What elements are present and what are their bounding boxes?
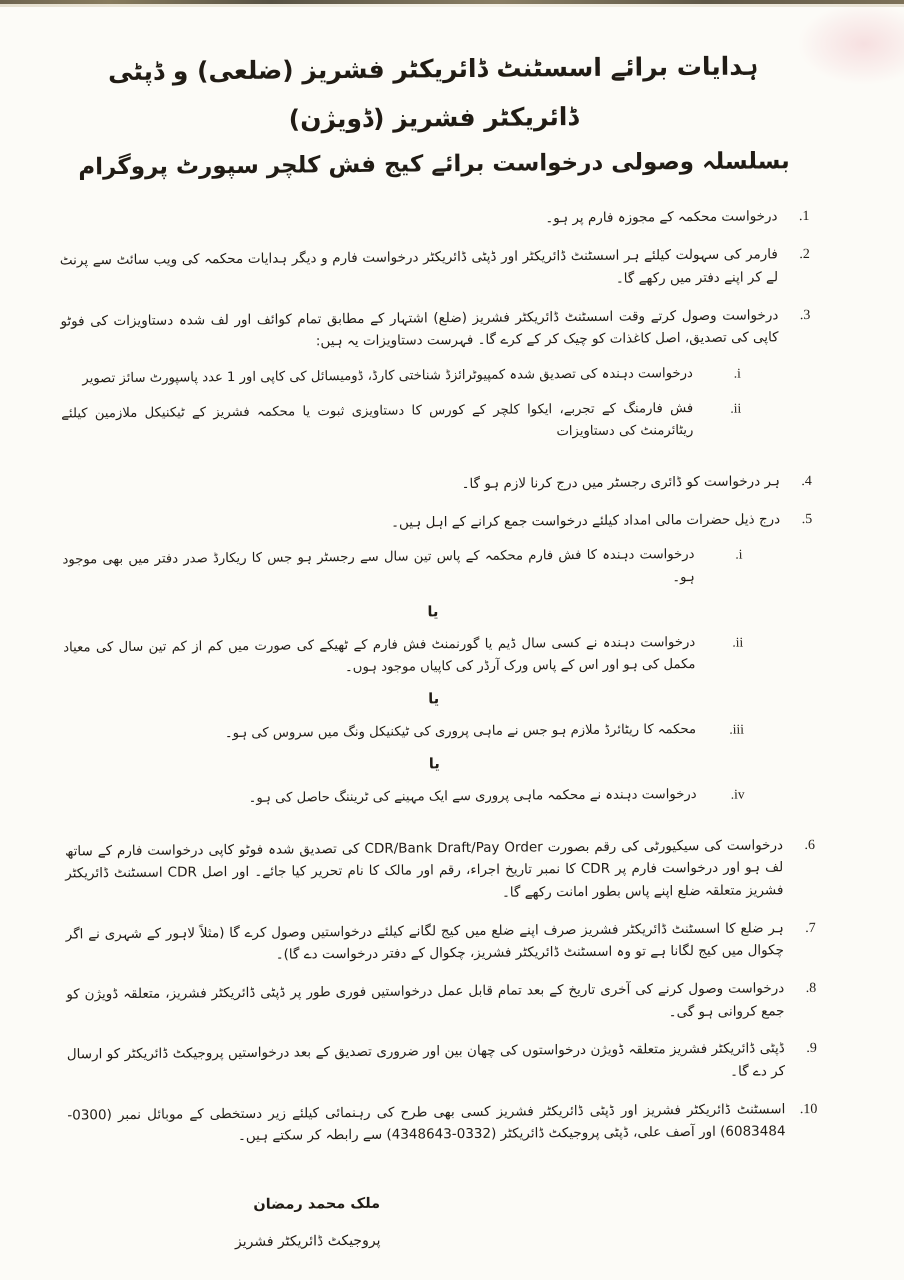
item-number: 3. [799, 307, 811, 323]
item-text: ہر ضلع کا اسسٹنٹ ڈائریکٹر فشریز صرف اپنے ضلع میں کیج لگانے کیلئے درخواستیں وصول کرے گا (مثلاً لاہور کے شہری نے اگر چکوال میں کیج لگانا ہے تو وہ اسسٹنٹ ڈائریکٹر فشریز، چکوال کے دفتر درخواست دے گا)۔ [65, 919, 784, 963]
item-number: 4. [801, 473, 812, 489]
item-text: درخواست محکمہ کے مجوزہ فارم پر ہو۔ [545, 208, 778, 227]
sub-item-ii [61, 398, 741, 448]
list-item-9 [67, 1037, 817, 1089]
item-text: درخواست وصول کرتے وقت اسسٹنٹ ڈائریکٹر فشریز (ضلع) اشتہار کے مطابق تمام کوائف اور لف شدہ دستاویزات کی فوٹو کاپی کی تصدیق، اصل کاغذات کو چیک کر کے کرے گا۔ فہرست دستاویزات یہ ہیں: [60, 306, 779, 350]
sub-item-ii [63, 631, 743, 681]
item-text: اسسٹنٹ ڈائریکٹر فشریز اور ڈپٹی ڈائریکٹر فشریز کسی بھی طرح کی رہنمائی کیلئے زیر دستخطی کے موبائل نمبر (0300-6083484) اور آصف علی، ڈپٹی پروجیکٹ ڈائریکٹر (0332-4348643) سے رابطہ کر سکتے ہیں۔ [67, 1100, 786, 1145]
list-item-3 [60, 304, 811, 461]
item-number: 7. [805, 920, 816, 936]
item-number: 10. [799, 1101, 818, 1117]
item-text: ڈپٹی ڈائریکٹر فشریز متعلقہ ڈویژن درخواستوں کی چھان بین اور ضروری تصدیق کے بعد درخواستیں پروجیکٹ ڈائریکٹر کو ارسال کر دے گا۔ [66, 1040, 786, 1080]
sub-item-number: i. [733, 365, 741, 381]
item-number: 6. [804, 837, 816, 853]
sub-item-text: درخواست دہندہ نے کسی سال ڈیم یا گورنمنٹ فش فارم کے ٹھیکے کی صورت میں کم از کم تین سال کی معیاد مکمل کی ہو اور اس کے پاس ورک آرڈر کی کاپیاں موجود ہوں۔ [63, 634, 696, 675]
scan-pink-smudge-artifact [799, 4, 904, 84]
sub-item-number: ii. [730, 400, 742, 416]
item-text: درج ذیل حضرات مالی امداد کیلئے درخواست جمع کرانے کے اہل ہیں۔ [391, 510, 781, 531]
document-title-line1: ہدایات برائے اسسٹنٹ ڈائریکٹر فشریز (ضلعی) و ڈپٹی ڈائریکٹر فشریز (ڈویژن) [107, 51, 759, 134]
list-item-1 [59, 205, 809, 235]
or-separator: یا [428, 691, 440, 708]
sub-item-number: i. [735, 546, 743, 562]
list-item-5 [62, 508, 815, 825]
sub-item-text: فش فارمنگ کے تجربے، ایکوا کلچر کے کورس کا دستاویزی ثبوت یا محکمہ فشریز کے ٹیکنیکل ملازمین کیلئے ریٹائرمنٹ کی دستاویزات [61, 401, 694, 440]
list-item-8 [66, 977, 816, 1029]
item-number: 9. [806, 1041, 817, 1057]
item-text: ہر درخواست کو ڈائری رجسٹر میں درج کرنا لازم ہو گا۔ [461, 472, 780, 492]
document-header [58, 42, 809, 190]
sub-item-i [61, 363, 741, 391]
list-item-2 [60, 243, 810, 295]
or-separator: یا [427, 603, 439, 621]
sub-item-iv [64, 784, 744, 812]
signature-name: ملک محمد رمضان [253, 1195, 381, 1213]
list-item-10 [67, 1098, 817, 1150]
signature-title: پروجیکٹ ڈائریکٹر فشریز [234, 1232, 381, 1251]
sub-item-number: iv. [730, 786, 745, 803]
item-number: 1. [798, 209, 810, 225]
sub-list [61, 363, 742, 449]
sub-item-text: درخواست دہندہ کی تصدیق شدہ کمپیوٹرائزڈ شناختی کارڈ، ڈومیسائل کی کاپی اور 1 عدد پاسپورٹ سائز تصویر [82, 365, 693, 387]
signature-block [80, 1193, 381, 1255]
document-content [58, 42, 819, 1255]
list-item-4 [62, 470, 812, 500]
document-title-line2: بسلسلہ وصولی درخواست برائے کیج فش کلچر سپورٹ پروگرام [78, 147, 790, 180]
sub-item-iii [64, 719, 744, 747]
sub-list [62, 544, 744, 812]
list-item-6 [65, 834, 816, 909]
sub-item-text: درخواست دہندہ نے محکمہ ماہی پروری سے ایک مہینے کی ٹریننگ حاصل کی ہو۔ [248, 787, 697, 807]
sub-item-text: درخواست دہندہ کا فش فارم محکمہ کے پاس تین سال سے رجسٹر ہو جس کا ریکارڈ صدر دفتر میں بھی موجود ہو۔ [62, 547, 695, 585]
list-item-7 [66, 917, 816, 969]
item-number: 8. [805, 980, 817, 996]
item-number: 2. [799, 247, 810, 263]
scan-top-edge-shadow [0, 4, 904, 7]
sub-item-number: ii. [732, 634, 744, 650]
item-number: 5. [801, 511, 813, 527]
sub-item-text: محکمہ کا ریٹائرڈ ملازم ہو جس نے ماہی پروری کی ٹیکنیکل ونگ میں سروس کی ہو۔ [224, 722, 697, 742]
item-text: فارمر کی سہولت کیلئے ہر اسسٹنٹ ڈائریکٹر اور ڈپٹی ڈائریکٹر درخواست فارم و دیگر ہدایات محکمہ کی ویب سائٹ سے پرنٹ لے کر اپنے دفتر میں رکھے گا۔ [59, 246, 779, 287]
sub-item-number: iii. [729, 721, 745, 737]
item-text: درخواست کی سیکیورٹی کی رقم بصورت CDR/Bank Draft/Pay Order کی تصدیق شدہ فوٹو کاپی درخواست فارم کے ساتھ لف ہو اور درخواست فارم پر CDR کا نمبر تاریخ اجراء، رقم اور مالک کا نام تحریر کیا جائے۔ اور اصل CDR اسسٹنٹ ڈائریکٹر فشریز متعلقہ ضلع اپنے پاس بطور امانت رکھے گا۔ [64, 836, 784, 901]
instruction-list [59, 205, 817, 1149]
sub-item-i [62, 544, 742, 594]
or-separator: یا [428, 756, 440, 773]
item-text: درخواست وصول کرنے کی آخری تاریخ کے بعد تمام قابل عمل درخواستیں فوری طور پر ڈپٹی ڈائریکٹر فشریز، متعلقہ ڈویژن کو جمع کروانی ہو گی۔ [66, 980, 785, 1020]
